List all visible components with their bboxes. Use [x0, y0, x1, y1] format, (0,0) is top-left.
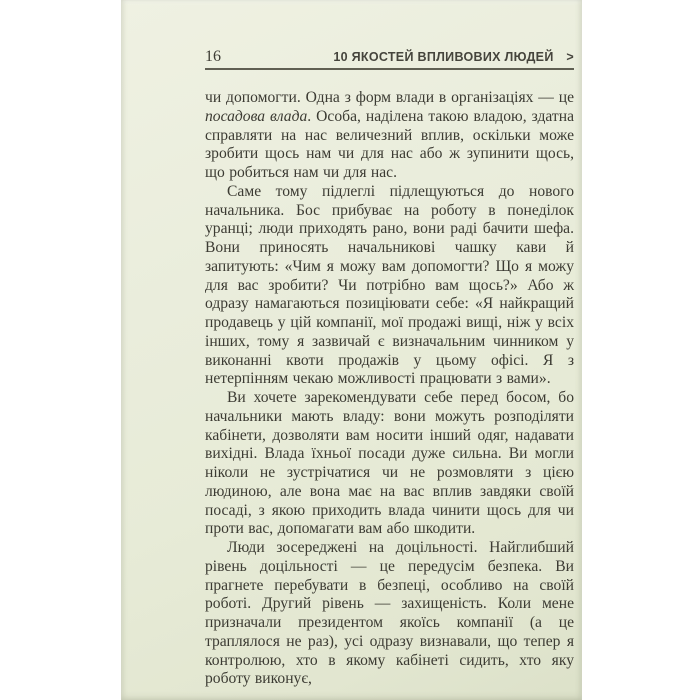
text-segment: . Особа, наділена такою владою, здатна справляти на нас величезний вплив, оскільки може зробити щось нам чи для нас або ж зупинити щось, що робиться нам чи для нас. — [205, 107, 574, 181]
running-head-title: 10 ЯКОСТЕЙ ВПЛИВОВИХ ЛЮДЕЙ — [333, 50, 554, 64]
text-segment: чи допомогти. Одна з форм влади в організаціях — це — [205, 89, 574, 106]
book-page — [121, 0, 582, 700]
paragraph — [205, 183, 574, 389]
chevron-right-icon: > — [566, 50, 574, 64]
text-segment: Ви хочете зарекомендувати себе перед босом, бо начальники мають владу: вони можуть розподіляти кабінети, дозволяти вам носити інший одяг, надавати вихідні. Влада їхньої посади дуже сильна. Ви могли ніколи не зустрічатися чи не розмовляти з цією людиною, але вона має на вас вплив завдяки своїй посаді, з якою приходить влада чинити щось для чи проти вас, допомагати вам або шкодити. — [205, 389, 574, 538]
text-segment: Саме тому підлеглі підлещуються до нового начальника. Бос прибуває на роботу в понеділок уранці; люди приходять рано, вони раді бачити шефа. Вони приносять начальникові чашку кави й запитують: «Чим я можу вам допомогти? Що я можу для вас зробити? Чи потрібно вам щось?» Або ж одразу намагаються позиціювати себе: «Я найкращий продавець у цій компанії, мої продажі вищі, ніж у всіх інших, тому я зазвичай є визначальним чинником у виконанні квоти продажів у цьому офісі. Я з нетерпінням чекаю можливості працювати з вами». — [205, 182, 574, 388]
running-head — [333, 50, 574, 65]
page-number: 16 — [205, 48, 221, 65]
paragraph — [205, 389, 574, 539]
body-text — [205, 89, 574, 689]
paragraph — [205, 539, 574, 689]
italic-text-segment: посадова влада — [205, 107, 308, 125]
page-header — [205, 49, 574, 70]
paragraph — [205, 89, 574, 183]
text-segment: Люди зосереджені на доцільності. Найглибший рівень доцільності — це передусім безпека. Ви прагнете перебувати в безпеці, особливо на своїй роботі. Другий рівень — захищеність. Коли мене призначали президентом якоїсь компанії (а це траплялося не раз), усі одразу визнавали, що тепер я контролюю, хто в якому кабінеті сидить, хто яку роботу виконує, — [205, 539, 574, 688]
